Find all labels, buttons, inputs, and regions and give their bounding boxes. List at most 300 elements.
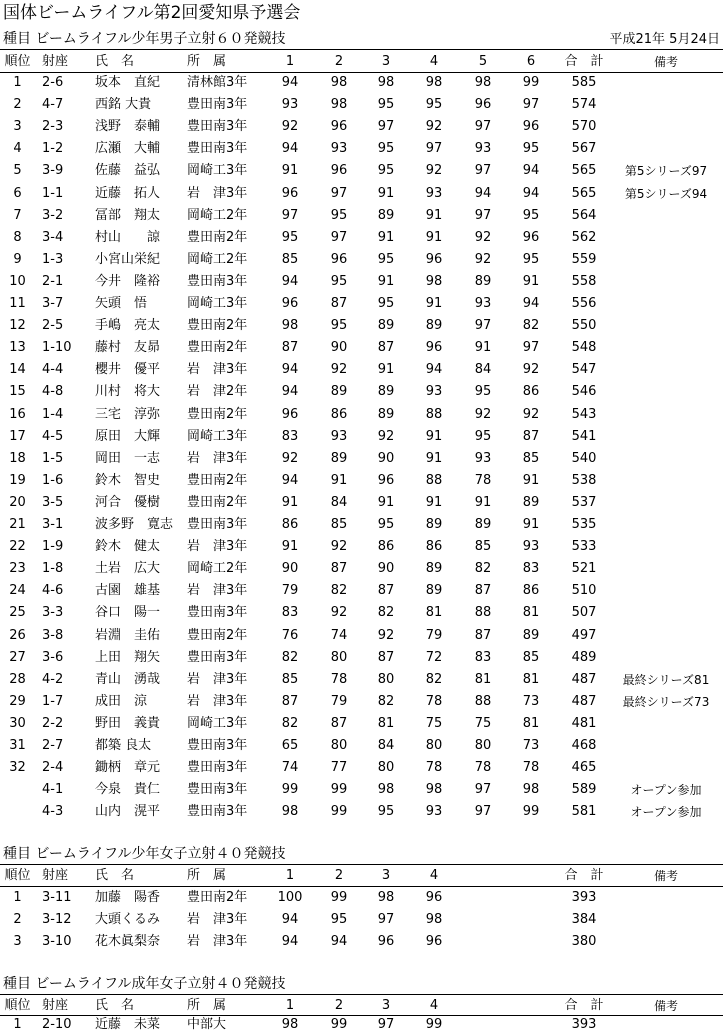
series-score-cell: 83	[522, 561, 540, 577]
series-score-cell: 98	[425, 782, 443, 798]
series-score-cell: 96	[330, 163, 348, 179]
lane-cell: 3-6	[42, 649, 64, 665]
table-row	[0, 271, 723, 293]
header-affiliation: 所 属	[187, 998, 227, 1013]
table-row	[0, 625, 723, 647]
series-score-cell: 95	[474, 428, 492, 444]
lane-cell: 4-1	[42, 782, 64, 798]
series-score-cell: 94	[281, 472, 299, 488]
lane-cell: 4-2	[42, 671, 64, 687]
series-score-cell: 94	[281, 362, 299, 378]
name-cell: 花木眞梨奈	[95, 934, 161, 950]
table-row	[0, 337, 723, 359]
lane-cell: 3-10	[42, 934, 72, 950]
lane-cell: 1-5	[42, 450, 64, 466]
series-score-cell: 99	[330, 782, 348, 798]
series-score-cell: 89	[474, 273, 492, 289]
series-score-cell: 89	[377, 384, 395, 400]
series-score-cell: 93	[425, 804, 443, 820]
series-score-cell: 76	[281, 627, 299, 643]
series-score-cell: 97	[474, 782, 492, 798]
series-score-cell: 98	[425, 75, 443, 90]
series-score-cell: 79	[330, 693, 348, 709]
series-score-cell: 91	[425, 207, 443, 223]
series-score-cell: 99	[522, 804, 540, 820]
total-cell: 548	[571, 340, 597, 356]
table-row	[0, 514, 723, 536]
total-cell: 393	[571, 890, 597, 905]
header-note: 備考	[653, 869, 678, 883]
series-score-cell: 82	[474, 561, 492, 577]
series-score-cell: 94	[281, 273, 299, 289]
lane-cell: 3-11	[42, 890, 72, 905]
series-score-cell: 88	[474, 693, 492, 709]
rank-cell: 1	[13, 890, 22, 905]
series-score-cell: 85	[522, 450, 540, 466]
rank-cell: 11	[9, 296, 26, 311]
total-cell: 384	[571, 912, 597, 928]
table-row	[0, 448, 723, 470]
series-score-cell: 82	[522, 318, 540, 334]
affiliation-cell: 岩 津3年	[187, 934, 248, 950]
rank-cell: 16	[9, 406, 26, 422]
series-score-cell: 87	[281, 340, 299, 356]
name-cell: 鈴木 健太	[95, 539, 161, 555]
series-score-cell: 94	[281, 75, 299, 90]
series-score-cell: 81	[425, 605, 443, 621]
total-cell: 581	[571, 804, 597, 820]
total-cell: 556	[571, 296, 597, 311]
series-score-cell: 97	[474, 163, 492, 179]
series-score-cell: 87	[377, 340, 395, 356]
name-cell: 波多野 寛志	[95, 517, 174, 532]
name-cell: 近藤 未菜	[95, 1017, 161, 1032]
note-cell: 第5シリーズ97	[624, 164, 708, 179]
series-score-cell: 96	[425, 890, 443, 905]
series-score-cell: 90	[377, 450, 395, 466]
series-score-cell: 72	[425, 649, 443, 665]
table-row	[0, 404, 723, 426]
affiliation-cell: 岩 津2年	[187, 384, 248, 400]
series-score-cell: 88	[474, 605, 492, 621]
name-cell: 青山 湧哉	[95, 671, 161, 687]
total-cell: 507	[571, 605, 597, 621]
table-row	[0, 735, 723, 757]
header-series-1: 1	[285, 868, 295, 883]
series-score-cell: 73	[522, 693, 540, 709]
event-title: 種目 ビームライフル少年男子立射６０発競技	[3, 31, 286, 47]
header-note: 備考	[653, 999, 678, 1013]
affiliation-cell: 豊田南3年	[187, 97, 248, 113]
divider	[0, 994, 723, 995]
series-score-cell: 99	[330, 1017, 348, 1032]
header-lane: 射座	[42, 868, 69, 883]
series-score-cell: 95	[330, 912, 348, 928]
series-score-cell: 94	[522, 163, 540, 179]
table-row	[0, 492, 723, 514]
lane-cell: 2-1	[42, 273, 64, 289]
header-series-3: 3	[381, 54, 391, 69]
name-cell: 谷口 陽一	[95, 605, 161, 621]
rank-cell: 23	[9, 561, 26, 577]
name-cell: 小宮山栄紀	[95, 251, 161, 267]
name-cell: 櫻井 優平	[95, 362, 161, 378]
divider	[0, 864, 723, 865]
affiliation-cell: 中部大	[187, 1017, 227, 1032]
affiliation-cell: 豊田南3年	[187, 119, 248, 135]
lane-cell: 4-4	[42, 362, 64, 378]
affiliation-cell: 岡崎工3年	[187, 296, 248, 311]
header-series-1: 1	[285, 54, 295, 69]
series-score-cell: 85	[474, 539, 492, 555]
series-score-cell: 92	[377, 627, 395, 643]
series-score-cell: 95	[330, 273, 348, 289]
series-score-cell: 94	[522, 185, 540, 201]
series-score-cell: 98	[377, 75, 395, 90]
total-cell: 535	[571, 517, 597, 532]
header-total: 合 計	[564, 868, 604, 883]
lane-cell: 3-5	[42, 494, 64, 510]
rank-cell: 12	[9, 318, 26, 334]
series-score-cell: 89	[425, 583, 443, 599]
series-score-cell: 93	[474, 296, 492, 311]
note-cell: 最終シリーズ73	[622, 694, 710, 709]
total-cell: 589	[571, 782, 597, 798]
series-score-cell: 90	[281, 561, 299, 577]
header-name: 氏 名	[95, 998, 135, 1013]
affiliation-cell: 豊田南3年	[187, 782, 248, 798]
series-score-cell: 83	[281, 428, 299, 444]
series-score-cell: 96	[330, 119, 348, 135]
name-cell: 佐藤 益弘	[95, 163, 161, 179]
name-cell: 都築 良太	[95, 738, 152, 753]
table-row	[0, 647, 723, 669]
series-score-cell: 89	[425, 517, 443, 532]
table-row	[0, 887, 723, 909]
total-cell: 558	[571, 273, 597, 289]
table-row	[0, 669, 723, 691]
lane-cell: 1-1	[42, 185, 64, 201]
name-cell: 手嶋 亮太	[95, 318, 161, 334]
series-score-cell: 95	[281, 229, 299, 245]
note-cell: オープン参加	[630, 805, 702, 820]
series-score-cell: 82	[330, 583, 348, 599]
name-cell: 藤村 友昴	[95, 340, 161, 356]
series-score-cell: 89	[330, 384, 348, 400]
series-score-cell: 85	[522, 649, 540, 665]
series-score-cell: 80	[330, 738, 348, 753]
series-score-cell: 80	[377, 760, 395, 776]
affiliation-cell: 岩 津3年	[187, 583, 248, 599]
affiliation-cell: 岩 津3年	[187, 185, 248, 201]
document-title: 国体ビームライフル第2回愛知県予選会	[3, 3, 301, 23]
name-cell: 原田 大輝	[95, 428, 161, 444]
name-cell: 岡田 一志	[95, 450, 161, 466]
rank-cell: 9	[13, 251, 22, 267]
series-score-cell: 96	[377, 472, 395, 488]
name-cell: 坂本 直紀	[95, 75, 161, 90]
affiliation-cell: 豊田南3年	[187, 517, 248, 532]
series-score-cell: 80	[330, 649, 348, 665]
name-cell: 近藤 拓人	[95, 185, 161, 201]
series-score-cell: 96	[474, 97, 492, 113]
series-score-cell: 81	[522, 671, 540, 687]
series-score-cell: 98	[330, 75, 348, 90]
lane-cell: 1-8	[42, 561, 64, 577]
series-score-cell: 96	[522, 229, 540, 245]
affiliation-cell: 岩 津3年	[187, 450, 248, 466]
series-score-cell: 97	[425, 141, 443, 157]
series-score-cell: 87	[522, 428, 540, 444]
series-score-cell: 95	[377, 163, 395, 179]
series-score-cell: 93	[425, 185, 443, 201]
name-cell: 広瀬 大輔	[95, 141, 161, 157]
series-score-cell: 97	[377, 119, 395, 135]
series-score-cell: 97	[522, 340, 540, 356]
series-score-cell: 94	[281, 141, 299, 157]
name-cell: 河合 優樹	[95, 494, 161, 510]
series-score-cell: 96	[281, 406, 299, 422]
affiliation-cell: 岡崎工2年	[187, 251, 248, 267]
series-score-cell: 91	[281, 539, 299, 555]
series-score-cell: 96	[425, 251, 443, 267]
rank-cell: 21	[9, 517, 26, 532]
series-score-cell: 94	[522, 296, 540, 311]
series-score-cell: 87	[377, 583, 395, 599]
affiliation-cell: 岡崎工3年	[187, 163, 248, 179]
series-score-cell: 89	[377, 318, 395, 334]
table-row	[0, 205, 723, 227]
rank-cell: 32	[9, 760, 26, 776]
header-series-2: 2	[334, 998, 344, 1013]
header-series-3: 3	[381, 868, 391, 883]
series-score-cell: 81	[522, 715, 540, 731]
table-row	[0, 160, 723, 182]
series-score-cell: 92	[330, 605, 348, 621]
rank-cell: 3	[13, 934, 22, 950]
header-series-2: 2	[334, 54, 344, 69]
total-cell: 565	[571, 185, 597, 201]
series-score-cell: 91	[522, 273, 540, 289]
date-label: 平成21年 5月24日	[609, 32, 720, 47]
series-score-cell: 85	[281, 671, 299, 687]
table-row	[0, 713, 723, 735]
table-row	[0, 426, 723, 448]
affiliation-cell: 豊田南2年	[187, 318, 248, 334]
name-cell: 上田 翔矢	[95, 649, 161, 665]
lane-cell: 2-3	[42, 119, 64, 135]
lane-cell: 1-6	[42, 472, 64, 488]
affiliation-cell: 岩 津3年	[187, 539, 248, 555]
rank-cell: 1	[13, 75, 22, 90]
header-rank: 順位	[4, 868, 31, 883]
series-score-cell: 89	[377, 207, 395, 223]
table-row	[0, 72, 723, 94]
series-score-cell: 82	[281, 649, 299, 665]
series-score-cell: 94	[281, 912, 299, 928]
rank-cell: 17	[9, 428, 26, 444]
series-score-cell: 86	[522, 384, 540, 400]
lane-cell: 3-12	[42, 912, 72, 928]
series-score-cell: 98	[330, 97, 348, 113]
table-row	[0, 909, 723, 931]
rank-cell: 5	[13, 163, 22, 179]
rank-cell: 3	[13, 119, 22, 135]
series-score-cell: 91	[474, 340, 492, 356]
lane-cell: 1-3	[42, 251, 64, 267]
header-series-4: 4	[429, 998, 439, 1013]
table-row	[0, 183, 723, 205]
series-score-cell: 78	[330, 671, 348, 687]
lane-cell: 2-10	[42, 1017, 72, 1032]
name-cell: 川村 将大	[95, 384, 161, 400]
series-score-cell: 91	[330, 472, 348, 488]
series-score-cell: 81	[522, 605, 540, 621]
series-score-cell: 73	[522, 738, 540, 753]
total-cell: 567	[571, 141, 597, 157]
series-score-cell: 78	[474, 760, 492, 776]
series-score-cell: 99	[330, 804, 348, 820]
lane-cell: 1-7	[42, 693, 64, 709]
series-score-cell: 93	[330, 141, 348, 157]
affiliation-cell: 豊田南2年	[187, 627, 248, 643]
series-score-cell: 92	[522, 362, 540, 378]
series-score-cell: 94	[281, 934, 299, 950]
series-score-cell: 78	[474, 472, 492, 488]
total-cell: 393	[571, 1017, 597, 1032]
table-row	[0, 779, 723, 801]
affiliation-cell: 豊田南2年	[187, 340, 248, 356]
series-score-cell: 84	[474, 362, 492, 378]
lane-cell: 2-4	[42, 760, 64, 776]
table-row	[0, 359, 723, 381]
name-cell: 野田 義貴	[95, 715, 161, 731]
table-row	[0, 470, 723, 492]
affiliation-cell: 清林館3年	[187, 75, 248, 90]
series-score-cell: 87	[330, 715, 348, 731]
series-score-cell: 89	[377, 406, 395, 422]
affiliation-cell: 豊田南2年	[187, 494, 248, 510]
series-score-cell: 95	[330, 207, 348, 223]
series-score-cell: 95	[522, 141, 540, 157]
divider	[0, 49, 723, 50]
series-score-cell: 75	[425, 715, 443, 731]
series-score-cell: 87	[474, 583, 492, 599]
header-lane: 射座	[42, 998, 69, 1013]
series-score-cell: 95	[425, 97, 443, 113]
total-cell: 550	[571, 318, 597, 334]
affiliation-cell: 豊田南2年	[187, 472, 248, 488]
table-row	[0, 801, 723, 823]
series-score-cell: 93	[425, 384, 443, 400]
series-score-cell: 95	[377, 804, 395, 820]
series-score-cell: 91	[474, 494, 492, 510]
series-score-cell: 74	[281, 760, 299, 776]
series-score-cell: 87	[474, 627, 492, 643]
series-score-cell: 91	[425, 494, 443, 510]
affiliation-cell: 豊田南3年	[187, 804, 248, 820]
lane-cell: 2-5	[42, 318, 64, 334]
name-cell: 大頭くるみ	[95, 912, 161, 928]
rank-cell: 13	[9, 340, 26, 356]
rank-cell: 28	[9, 671, 26, 687]
series-score-cell: 91	[425, 229, 443, 245]
lane-cell: 1-4	[42, 406, 64, 422]
series-score-cell: 95	[522, 207, 540, 223]
rank-cell: 1	[13, 1017, 22, 1032]
rank-cell: 7	[13, 207, 22, 223]
total-cell: 547	[571, 362, 597, 378]
name-cell: 加藤 陽香	[95, 890, 161, 905]
series-score-cell: 96	[425, 934, 443, 950]
total-cell: 489	[571, 649, 597, 665]
series-score-cell: 87	[330, 561, 348, 577]
series-score-cell: 82	[377, 605, 395, 621]
table-header	[0, 866, 723, 888]
rank-cell: 2	[13, 912, 22, 928]
rank-cell: 30	[9, 715, 26, 731]
series-score-cell: 75	[474, 715, 492, 731]
total-cell: 540	[571, 450, 597, 466]
series-score-cell: 93	[522, 539, 540, 555]
series-score-cell: 94	[330, 934, 348, 950]
series-score-cell: 82	[425, 671, 443, 687]
series-score-cell: 97	[474, 207, 492, 223]
series-score-cell: 91	[281, 494, 299, 510]
series-score-cell: 92	[330, 539, 348, 555]
series-score-cell: 91	[425, 428, 443, 444]
series-score-cell: 97	[330, 229, 348, 245]
total-cell: 487	[571, 693, 597, 709]
table-row	[0, 293, 723, 315]
affiliation-cell: 豊田南3年	[187, 605, 248, 621]
series-score-cell: 98	[522, 782, 540, 798]
rank-cell: 24	[9, 583, 26, 599]
series-score-cell: 86	[522, 583, 540, 599]
lane-cell: 4-5	[42, 428, 64, 444]
series-score-cell: 92	[474, 406, 492, 422]
series-score-cell: 95	[377, 141, 395, 157]
total-cell: 497	[571, 627, 597, 643]
series-score-cell: 93	[330, 428, 348, 444]
series-score-cell: 98	[474, 75, 492, 90]
header-series-5: 5	[478, 54, 488, 69]
total-cell: 543	[571, 406, 597, 422]
series-score-cell: 78	[425, 693, 443, 709]
series-score-cell: 95	[377, 97, 395, 113]
series-score-cell: 93	[281, 97, 299, 113]
series-score-cell: 81	[474, 671, 492, 687]
series-score-cell: 96	[281, 185, 299, 201]
series-score-cell: 92	[474, 251, 492, 267]
series-score-cell: 91	[377, 362, 395, 378]
series-score-cell: 90	[377, 561, 395, 577]
series-score-cell: 95	[377, 296, 395, 311]
header-series-2: 2	[334, 868, 344, 883]
series-score-cell: 96	[522, 119, 540, 135]
affiliation-cell: 豊田南3年	[187, 738, 248, 753]
table-row	[0, 227, 723, 249]
lane-cell: 3-8	[42, 627, 64, 643]
name-cell: 浅野 泰輔	[95, 119, 161, 135]
affiliation-cell: 豊田南3年	[187, 649, 248, 665]
series-score-cell: 80	[425, 738, 443, 753]
lane-cell: 2-7	[42, 738, 64, 753]
series-score-cell: 94	[281, 384, 299, 400]
header-lane: 射座	[42, 54, 69, 69]
series-score-cell: 89	[474, 517, 492, 532]
rank-cell: 14	[9, 362, 26, 378]
